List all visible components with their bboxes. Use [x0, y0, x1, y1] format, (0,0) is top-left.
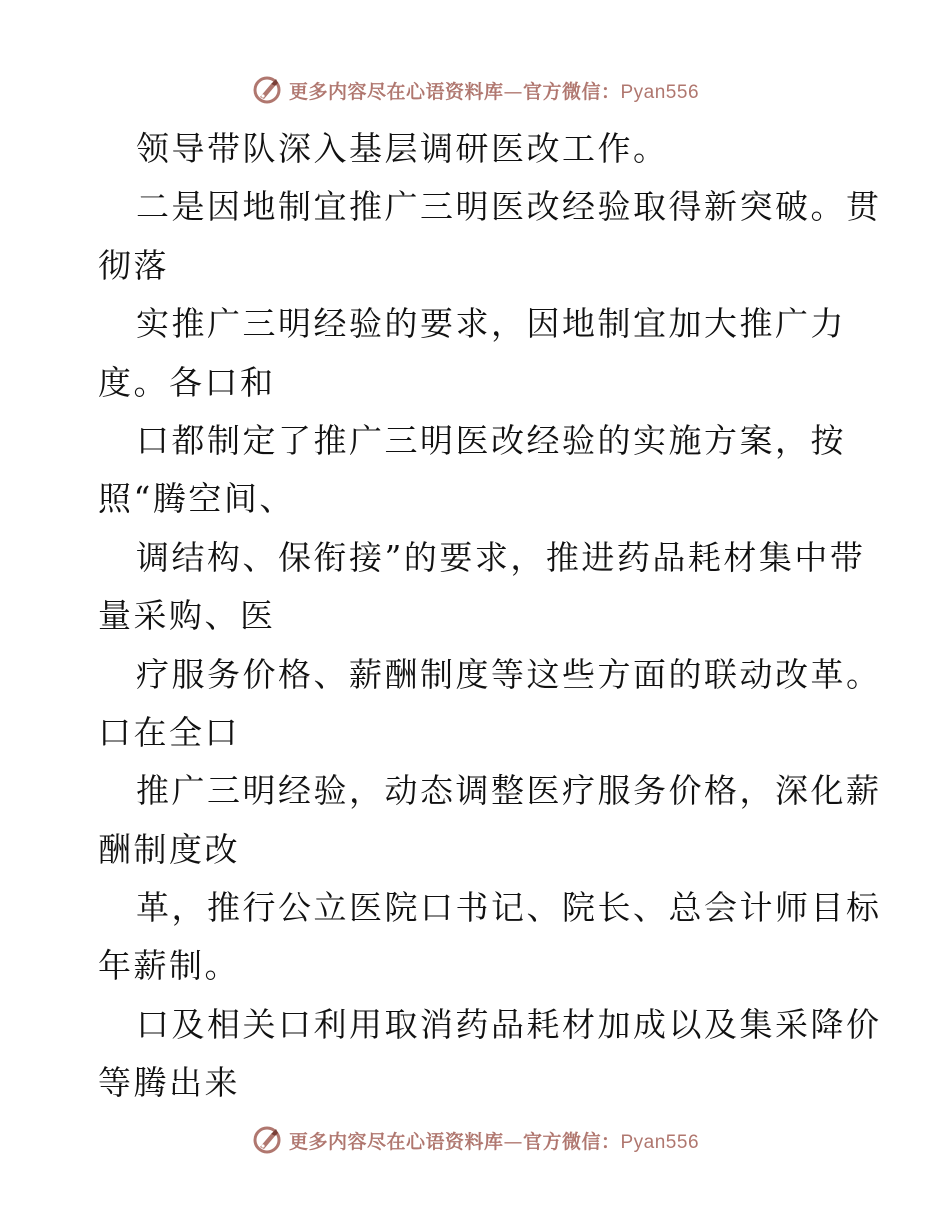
- banner-text-group: [289, 77, 699, 104]
- banner-wechat-id: Pyan556: [620, 81, 700, 103]
- pen-nib-logo-icon: [251, 74, 283, 106]
- footer-watermark-banner: [0, 1120, 950, 1160]
- text-line: 年薪制。: [98, 946, 240, 986]
- text-line: 二是因地制宜推广三明医改经验取得新突破。贯: [136, 187, 882, 227]
- text-line: 酬制度改: [98, 829, 240, 869]
- banner-separator: —: [503, 1130, 523, 1153]
- text-line: 调结构、保衔接”的要求，推进药品耗材集中带: [136, 537, 866, 577]
- banner-text-group: [289, 1127, 699, 1154]
- banner-site-name: 更多内容尽在心语资料库: [288, 1130, 504, 1153]
- banner-separator: —: [503, 80, 523, 103]
- text-line: 口及相关口利用取消药品耗材加成以及集采降价: [136, 1004, 882, 1044]
- text-line: 彻落: [98, 245, 169, 285]
- text-line: 革，推行公立医院口书记、院长、总会计师目标: [136, 888, 882, 928]
- header-watermark-banner: [0, 70, 950, 110]
- pen-nib-logo-icon: [251, 1124, 283, 1156]
- text-line: 口都制定了推广三明医改经验的实施方案，按: [136, 420, 846, 460]
- text-line: 领导带队深入基层调研医改工作。: [136, 129, 669, 168]
- text-line: 疗服务价格、薪酬制度等这些方面的联动改革。: [136, 654, 882, 694]
- banner-wechat-id: Pyan556: [620, 1131, 700, 1153]
- text-line: 推广三明经验，动态调整医疗服务价格，深化薪: [136, 771, 882, 811]
- text-line: 照“腾空间、: [98, 479, 295, 519]
- document-body: [98, 120, 882, 1113]
- text-line: 口在全口: [98, 712, 240, 752]
- text-line: 等腾出来: [98, 1063, 240, 1103]
- text-line: 量采购、医: [98, 596, 276, 636]
- banner-site-name: 更多内容尽在心语资料库: [288, 80, 504, 103]
- text-line: 实推广三明经验的要求，因地制宜加大推广力: [136, 304, 846, 344]
- banner-wechat-label: 官方微信：: [522, 80, 621, 103]
- banner-wechat-label: 官方微信：: [522, 1130, 621, 1153]
- text-line: 度。各口和: [98, 362, 276, 402]
